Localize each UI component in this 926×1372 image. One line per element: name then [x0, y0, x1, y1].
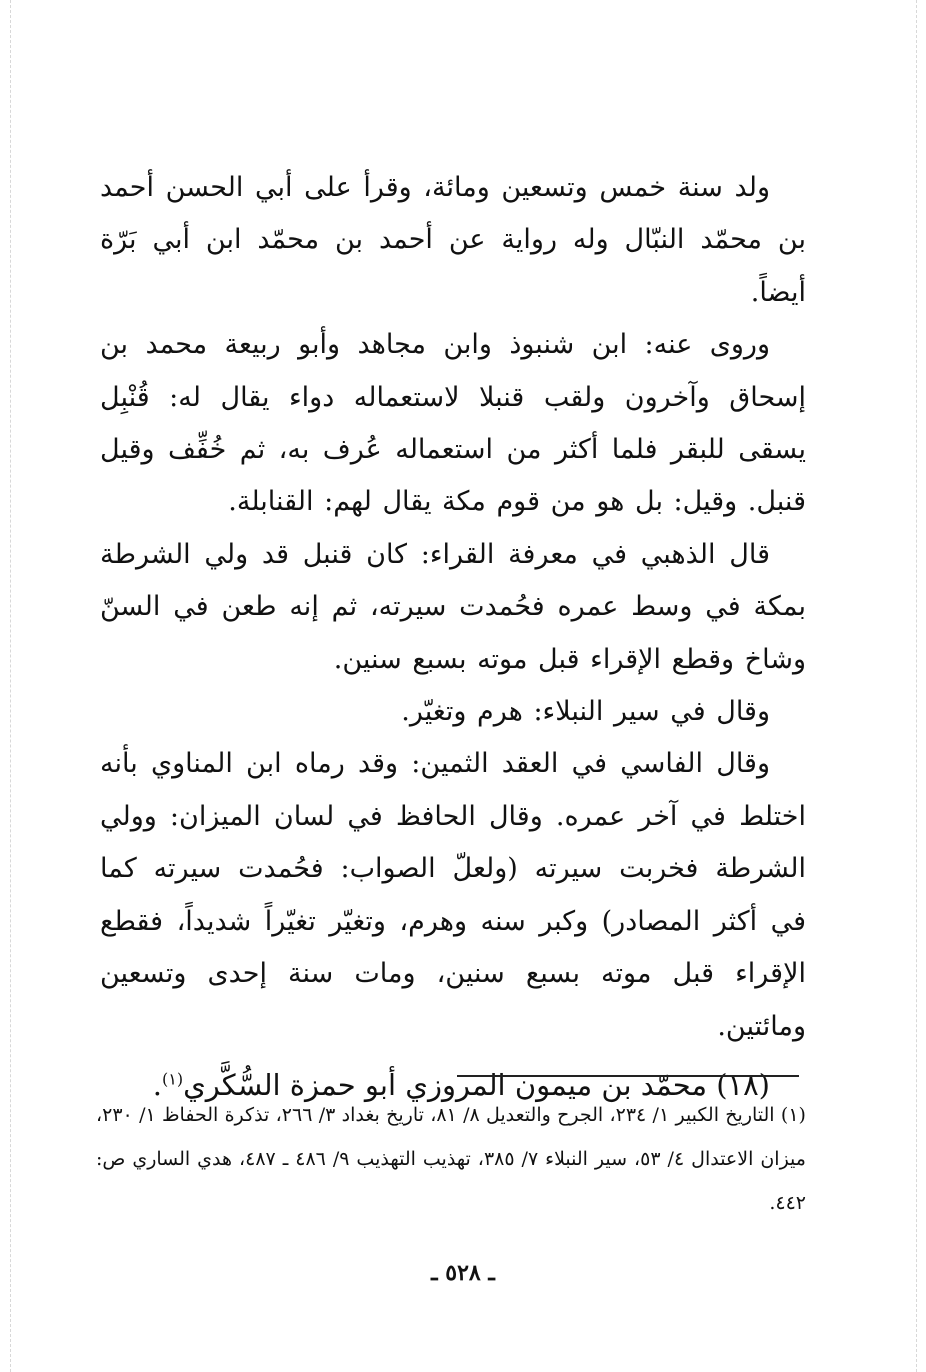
- paragraph-fasi: وقال الفاسي في العقد الثمين: وقد رماه ابن المناوي بأنه اختلط في آخر عمره. وقال الحافظ في لسان الميزان: وولي الشرطة فخربت سيرته (ولعلّ الصواب: فحُمدت سيرته كما في أكثر المصادر) وكبر سنه وهرم، وتغيّر تغيّراً شديداً، فقطع الإقراء قبل موته بسبع سنين، ومات سنة إحدى وتسعين ومائتين.: [100, 748, 806, 1042]
- footnote-1: (١) التاريخ الكبير ١/ ٢٣٤، الجرح والتعديل ٨/ ٨١، تاريخ بغداد ٣/ ٢٦٦، تذكرة الحفاظ ١/ ٢٣٠، ميزان الاعتدال ٤/ ٥٣، سير النبلاء ٧/ ٣٨٥، تهذيب التهذيب ٩/ ٤٨٦ ـ ٤٨٧، هدي الساري ص: ٤٤٢.: [96, 1104, 806, 1214]
- page-number: ـ ٥٢٨ ـ: [431, 1260, 495, 1286]
- entry-heading-end: .: [152, 1067, 163, 1102]
- paragraph-narrators: وروى عنه: ابن شنبوذ وابن مجاهد وأبو ربيعة محمد بن إسحاق وآخرون ولقب قنبلا لاستعماله دواء يقال له: قُنْبِل يسقى للبقر فلما أكثر من استعماله عُرف به، ثم خُفِّف وقيل قنبل. وقيل: بل هو من قوم مكة يقال لهم: القنابلة.: [100, 329, 806, 518]
- scan-edge-left: [10, 0, 11, 1372]
- paragraph-dhahabi: قال الذهبي في معرفة القراء: كان قنبل قد ولي الشرطة بمكة في وسط عمره فحُمدت سيرته، ثم إنه طعن في السنّ وشاخ وقطع الإقراء قبل موته بسبع سنين.: [100, 538, 806, 675]
- footnote-divider: [457, 1075, 799, 1077]
- footnotes: [96, 1093, 806, 1225]
- biography-text: [100, 162, 806, 1053]
- page-body: [100, 162, 806, 1111]
- footnote-ref: (١): [162, 1069, 184, 1089]
- entry-heading-text: (١٨) محمّد بن ميمون المروزي أبو حمزة السُّكَّري: [183, 1067, 770, 1102]
- scan-edge-right: [916, 0, 917, 1372]
- paragraph-birth: ولد سنة خمس وتسعين ومائة، وقرأ على أبي الحسن أحمد بن محمّد النبّال وله رواية عن أحمد بن محمّد ابن أبي بَرّة أيضاً.: [100, 172, 806, 308]
- paragraph-siyar: وقال في سير النبلاء: هرم وتغيّر.: [401, 696, 770, 728]
